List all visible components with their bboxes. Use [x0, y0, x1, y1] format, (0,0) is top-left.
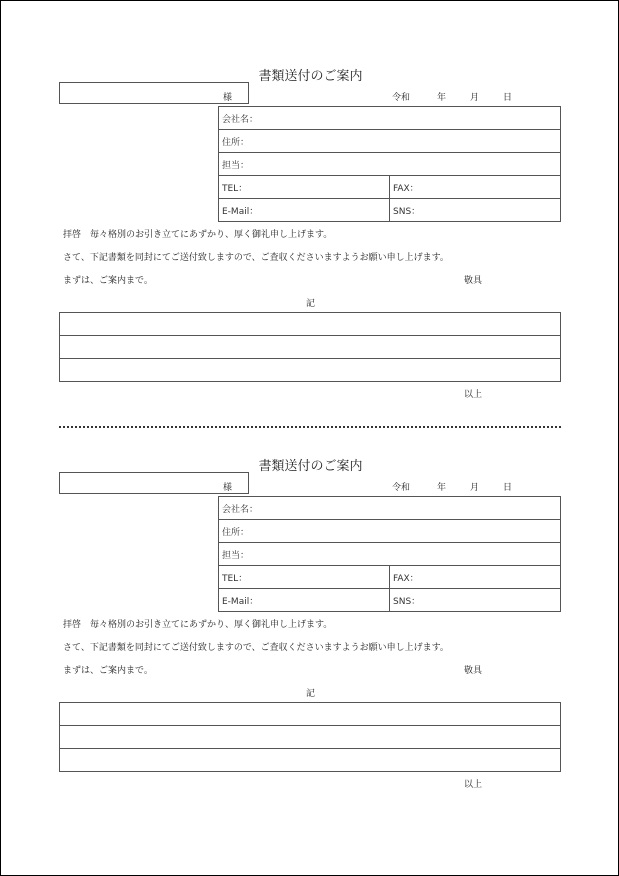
document-items-table	[59, 702, 561, 772]
email-field[interactable]: E-Mail：	[219, 589, 390, 612]
letter-line-2: さて、下記書類を同封にてご送付致しますので、ご査収くださいますようお願い申し上げます。	[63, 253, 449, 263]
closing-keigu: 敬具	[464, 276, 483, 286]
item-row[interactable]	[60, 703, 561, 726]
ki-heading: 記	[306, 689, 316, 699]
letter-line-3: まずは、ご案内まで。	[63, 276, 153, 286]
recipient-name-box[interactable]	[59, 82, 249, 104]
sns-field[interactable]: SNS：	[390, 199, 561, 222]
item-row[interactable]	[60, 359, 561, 382]
item-row[interactable]	[60, 336, 561, 359]
date-era: 令和	[392, 93, 411, 103]
sender-info-table	[218, 106, 561, 222]
company-field[interactable]: 会社名：	[219, 107, 561, 130]
date-month: 月	[470, 483, 480, 493]
address-field[interactable]: 住所：	[219, 130, 561, 153]
date-year: 年	[437, 93, 447, 103]
sender-info-table	[218, 496, 561, 612]
tel-field[interactable]: TEL：	[219, 566, 390, 589]
closing-keigu: 敬具	[464, 666, 483, 676]
form-section-bottom	[1, 391, 618, 790]
item-row[interactable]	[60, 749, 561, 772]
fax-field[interactable]: FAX：	[390, 566, 561, 589]
letter-line-2: さて、下記書類を同封にてご送付致しますので、ご査収くださいますようお願い申し上げます。	[63, 643, 449, 653]
letter-line-1: 拝啓 毎々格別のお引き立てにあずかり、厚く御礼申し上げます。	[63, 620, 333, 630]
email-field[interactable]: E-Mail：	[219, 199, 390, 222]
recipient-suffix: 様	[223, 93, 233, 103]
form-title: 書類送付のご案内	[258, 459, 363, 474]
sns-field[interactable]: SNS：	[390, 589, 561, 612]
form-section-top	[1, 1, 618, 400]
item-row[interactable]	[60, 726, 561, 749]
date-era: 令和	[392, 483, 411, 493]
letter-line-1: 拝啓 毎々格別のお引き立てにあずかり、厚く御礼申し上げます。	[63, 230, 333, 240]
form-title: 書類送付のご案内	[258, 69, 363, 84]
fax-field[interactable]: FAX：	[390, 176, 561, 199]
ijou-end-mark: 以上	[464, 390, 483, 400]
letter-line-3: まずは、ご案内まで。	[63, 666, 153, 676]
contact-field[interactable]: 担当：	[219, 543, 561, 566]
address-field[interactable]: 住所：	[219, 520, 561, 543]
recipient-suffix: 様	[223, 483, 233, 493]
document-items-table	[59, 312, 561, 382]
date-day: 日	[503, 483, 513, 493]
date-year: 年	[437, 483, 447, 493]
company-field[interactable]: 会社名：	[219, 497, 561, 520]
date-day: 日	[503, 93, 513, 103]
ijou-end-mark: 以上	[464, 780, 483, 790]
item-row[interactable]	[60, 313, 561, 336]
date-month: 月	[470, 93, 480, 103]
contact-field[interactable]: 担当：	[219, 153, 561, 176]
recipient-name-box[interactable]	[59, 472, 249, 494]
tel-field[interactable]: TEL：	[219, 176, 390, 199]
ki-heading: 記	[306, 299, 316, 309]
